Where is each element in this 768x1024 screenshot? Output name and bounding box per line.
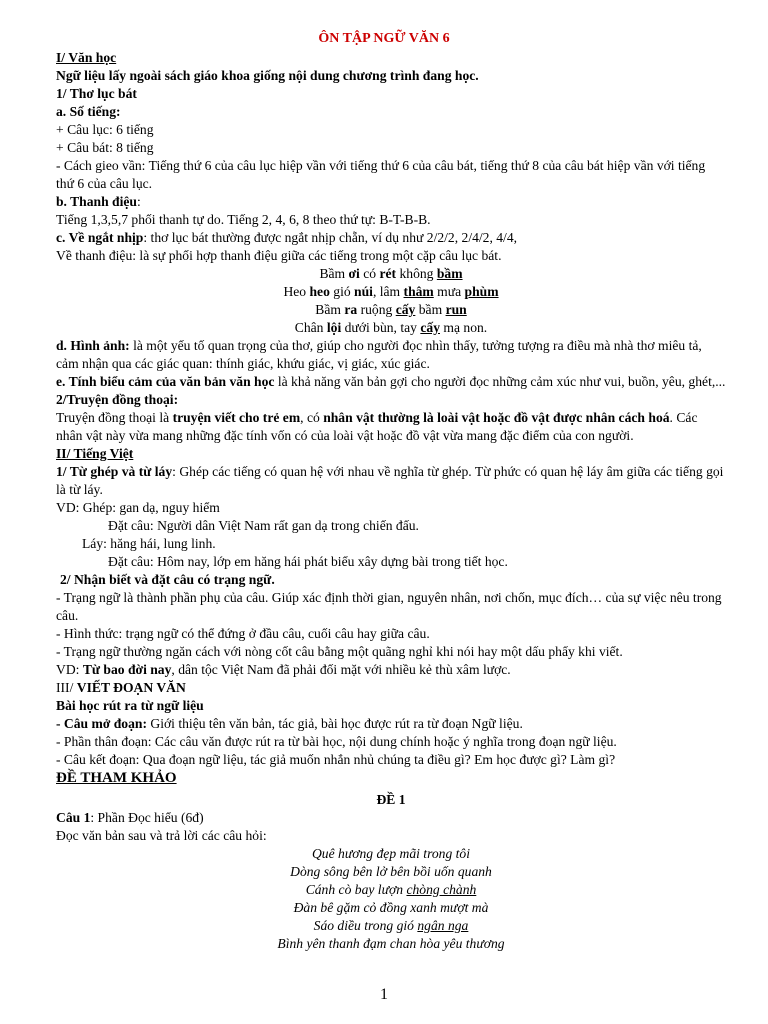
text-run: ruộng: [357, 302, 396, 317]
poem-2-line-4: Đàn bê gặm cỏ đồng xanh mượt mà: [293, 900, 489, 915]
item-a-line-2: + Câu bát: 8 tiếng: [56, 140, 154, 155]
text-run: Cánh cò bay lượn: [305, 882, 407, 897]
text-run: có: [359, 266, 380, 281]
text-run: cấy: [395, 302, 416, 317]
text-run: run: [445, 302, 467, 317]
text-run: 1/ Từ ghép và từ láy: [56, 464, 173, 479]
poem-2-line-3: [56, 881, 726, 899]
poem-1-line-4: [56, 319, 726, 337]
item-c-label: c. Về ngắt nhịp: [56, 230, 144, 245]
text-run: ơi: [348, 266, 360, 281]
text-run: Giới thiệu tên văn bản, tác giả, bài học được rút ra từ đoạn Ngữ liệu.: [147, 716, 523, 731]
text-run: , lâm: [372, 284, 404, 299]
section-2-heading: II/ Tiếng Việt: [56, 446, 134, 461]
dong-thoai-paragraph: [56, 409, 726, 445]
text-run: phùm: [464, 284, 499, 299]
item-e-label: e. Tính biểu cảm của văn bản văn học: [56, 374, 275, 389]
example-ghep: VD: Ghép: gan dạ, nguy hiểm: [56, 500, 220, 515]
text-run: núi: [354, 284, 373, 299]
text-run: lội: [326, 320, 342, 335]
text-run: Sáo diều trong gió: [313, 918, 418, 933]
text-run: VD:: [56, 662, 83, 677]
text-run: chòng chành: [406, 882, 477, 897]
item-b-line-1: Tiếng 1,3,5,7 phối thanh tự do. Tiếng 2, 4, 6, 8 theo thứ tự: B-T-B-B.: [56, 212, 431, 227]
text-run: Bầm: [315, 302, 345, 317]
section-3-line-3: - Câu kết đoạn: Qua đoạn ngữ liệu, tác giả muốn nhắn nhủ chúng ta điều gì? Em học được gì? Làm gì?: [56, 752, 616, 767]
text-run: , có: [300, 410, 324, 425]
poem-2-line-5: [56, 917, 726, 935]
text-run: bầm: [415, 302, 446, 317]
text-run: thâm: [403, 284, 434, 299]
text-run: VIẾT ĐOẠN VĂN: [76, 680, 186, 695]
item-b: [56, 193, 726, 211]
text-run: mạ non.: [440, 320, 488, 335]
text-run: gió: [329, 284, 355, 299]
item-d-label: d. Hình ảnh:: [56, 338, 130, 353]
item-d: [56, 337, 726, 373]
poem-1-line-3: [56, 301, 726, 319]
text-run: ra: [344, 302, 358, 317]
item-b-colon: :: [137, 194, 141, 209]
text-run: rét: [379, 266, 397, 281]
example-lay: Láy: hăng hái, lung linh.: [82, 536, 216, 551]
trang-ngu-line-3: - Trạng ngữ thường ngăn cách với nòng cốt câu bằng một quãng nghỉ khi nói hay một dấu phẩy khi viết.: [56, 644, 623, 659]
item-d-text: là một yếu tố quan trọng của thơ, giúp cho người đọc nhìn thấy, tưởng tượng ra điều mà nhà thơ miêu tả, cảm nhận qua các giác quan: thính giác, khứu giác, vị giác, xúc giác.: [56, 338, 702, 371]
section-3-line-1: [56, 715, 726, 733]
item-b-label: b. Thanh điệu: [56, 194, 137, 209]
text-run: Bầm: [319, 266, 349, 281]
text-run: mưa: [433, 284, 465, 299]
poem-1-line-1: [56, 265, 726, 283]
item-c-line-2: Về thanh điệu: là sự phối hợp thanh điệu giữa các tiếng trong một cặp câu lục bát.: [56, 248, 502, 263]
trang-ngu-line-2: - Hình thức: trạng ngữ có thể đứng ở đầu câu, cuối câu hay giữa câu.: [56, 626, 430, 641]
text-run: Heo: [283, 284, 310, 299]
text-run: . Các nhân vật này vừa mang những đặc tính vốn có của loài vật hoặc đồ vật vừa mang đặc điểm của con người.: [56, 410, 698, 443]
poem-2-line-2: Dòng sông bên lở bên bồi uốn quanh: [290, 864, 492, 879]
text-run: bầm: [436, 266, 463, 281]
text-run: nhân vật thường là loài vật hoặc đồ vật được nhân cách hoá: [323, 410, 670, 425]
document-title: ÔN TẬP NGỮ VĂN 6: [318, 31, 450, 46]
item-e-text: là khả năng văn bản gợi cho người đọc những cảm xúc như vui, buồn, yêu, ghét,...: [274, 374, 726, 389]
reading-instruction: Đọc văn bản sau và trả lời các câu hỏi:: [56, 828, 267, 843]
trang-ngu-line-1: - Trạng ngữ là thành phần phụ của câu. Giúp xác định thời gian, nguyên nhân, nơi chốn, mục đích… của sự việc nêu trong câu.: [56, 590, 722, 623]
section-1-heading: I/ Văn học: [56, 50, 117, 65]
text-run: - Câu mở đoạn:: [56, 716, 147, 731]
exam-1-heading: ĐỀ 1: [376, 792, 406, 807]
trang-ngu-heading: 2/ Nhận biết và đặt câu có trạng ngữ.: [60, 572, 275, 587]
section-3-line-2: - Phần thân đoạn: Các câu văn được rút ra từ bài học, nội dung chính hoặc ý nghĩa trong đoạn ngữ liệu.: [56, 734, 617, 749]
text-run: không: [396, 266, 437, 281]
subsection-luc-bat: 1/ Thơ lục bát: [56, 86, 137, 101]
question-1: [56, 809, 726, 827]
poem-2-line-6: Bình yên thanh đạm chan hòa yêu thương: [277, 936, 505, 951]
item-a-line-1: + Câu lục: 6 tiếng: [56, 122, 154, 137]
document-body: [56, 49, 726, 953]
text-run: Câu 1: [56, 810, 91, 825]
reference-heading: ĐỀ THAM KHẢO: [56, 770, 177, 786]
text-run: Từ bao đời nay: [82, 662, 172, 677]
text-run: , dân tộc Việt Nam đã phải đối mặt với nhiều kẻ thù xâm lược.: [171, 662, 511, 677]
item-c-text: : thơ lục bát thường được ngắt nhịp chẵn, ví dụ như 2/2/2, 2/4/2, 4/4,: [143, 230, 518, 245]
trang-ngu-example: [56, 661, 726, 679]
item-c: [56, 229, 726, 247]
tu-ghep-tu-lay: [56, 463, 726, 499]
item-e: [56, 373, 726, 391]
text-run: Truyện đồng thoại là: [56, 410, 173, 425]
example-lay-sentence: Đặt câu: Hôm nay, lớp em hăng hái phát biểu xây dựng bài trong tiết học.: [108, 554, 508, 569]
text-run: : Phần Đọc hiểu (6đ): [90, 810, 204, 825]
item-a-label: a. Số tiếng:: [56, 104, 121, 119]
text-run: heo: [309, 284, 330, 299]
section-3-subheading: Bài học rút ra từ ngữ liệu: [56, 698, 204, 713]
text-run: ngân nga: [417, 918, 469, 933]
subsection-dong-thoai: 2/Truyện đồng thoại:: [56, 392, 179, 407]
section-1-intro: Ngữ liệu lấy ngoài sách giáo khoa giống nội dung chương trình đang học.: [56, 68, 479, 83]
text-run: III/: [56, 680, 77, 695]
text-run: Chân: [294, 320, 327, 335]
text-run: : Ghép các tiếng có quan hệ với nhau về nghĩa từ ghép. Từ phức có quan hệ láy âm giữa các tiếng gọi là từ láy.: [56, 464, 724, 497]
item-a-line-3: - Cách gieo vần: Tiếng thứ 6 của câu lục hiệp vần với tiếng thứ 6 của câu bát, tiếng thứ 8 của câu bát hiệp vần với tiếng thứ 6 của câu lục.: [56, 158, 706, 191]
text-run: cấy: [420, 320, 440, 335]
page-number: 1: [380, 986, 388, 1003]
poem-2-line-1: Quê hương đẹp mãi trong tôi: [311, 846, 471, 861]
example-ghep-sentence: Đặt câu: Người dân Việt Nam rất gan dạ trong chiến đấu.: [108, 518, 419, 533]
text-run: truyện viết cho trẻ em: [172, 410, 301, 425]
section-3-heading: [56, 679, 726, 697]
text-run: dưới bùn, tay: [341, 320, 421, 335]
poem-1-line-2: [56, 283, 726, 301]
